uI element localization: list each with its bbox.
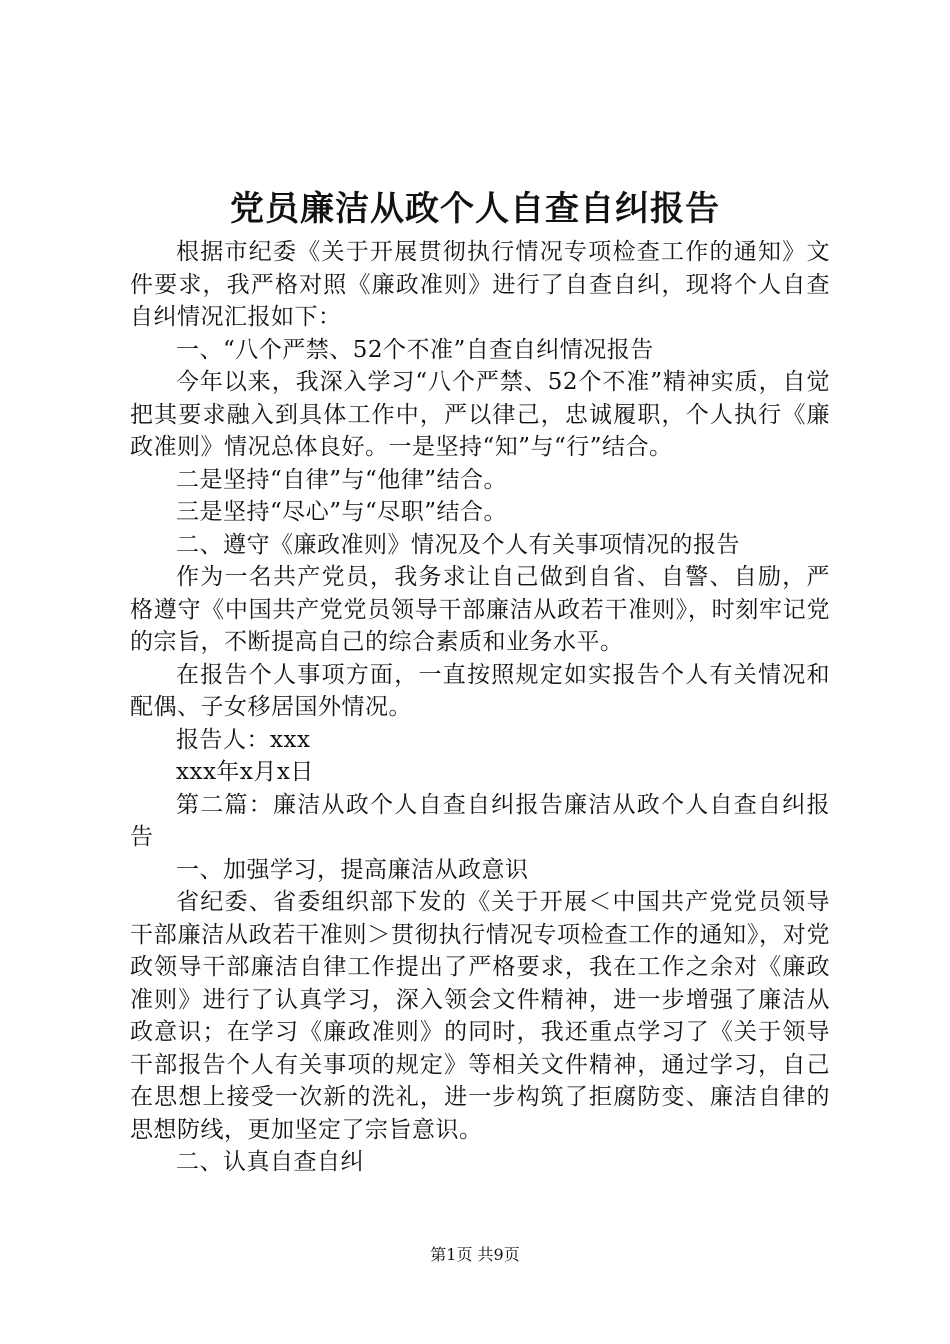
section-heading-1: 一、“八个严禁、52个不准”自查自纠情况报告	[176, 336, 654, 363]
reporter-line: 报告人：xxx	[176, 726, 311, 753]
second-article-heading: 第二篇：廉洁从政个人自查自纠报告廉洁从政个人自查自纠报告	[130, 791, 830, 850]
paragraph-personal-report: 在报告个人事项方面，一直按照规定如实报告个人有关情况和配偶、子女移居国外情况。	[130, 661, 830, 720]
document-body	[130, 236, 830, 1179]
section-heading-2: 二、遵守《廉政准则》情况及个人有关事项情况的报告	[176, 531, 740, 558]
paragraph-intro: 根据市纪委《关于开展贯彻执行情况专项检查工作的通知》文件要求，我严格对照《廉政准则》进行了自查自纠，现将个人自查自纠情况汇报如下：	[130, 239, 830, 330]
paragraph-party-member: 作为一名共产党员，我务求让自己做到自省、自警、自励，严格遵守《中国共产党党员领导干部廉洁从政若干准则》，时刻牢记党的宗旨，不断提高自己的综合素质和业务水平。	[130, 564, 830, 655]
paragraph-provincial-notice: 省纪委、省委组织部下发的《关于开展＜中国共产党党员领导干部廉洁从政若干准则＞贯彻执行情况专项检查工作的通知》，对党政领导干部廉洁自律工作提出了严格要求，我在工作之余对《廉政准则》进行了认真学习，深入领会文件精神，进一步增强了廉洁从政意识；在学习《廉政准则》的同时，我还重点学习了《关于领导干部报告个人有关事项的规定》等相关文件精神，通过学习，自己在思想上接受一次新的洗礼，进一步构筑了拒腐防变、廉洁自律的思想防线，更加坚定了宗旨意识。	[130, 889, 830, 1143]
date-line: xxx年x月x日	[176, 759, 314, 785]
page-footer: 第1页 共9页	[430, 1245, 520, 1264]
section-heading-study: 一、加强学习，提高廉洁从政意识	[176, 856, 529, 883]
section-heading-self-check: 二、认真自查自纠	[176, 1149, 364, 1175]
paragraph-point-3: 三是坚持“尽心”与“尽职”结合。	[176, 499, 508, 525]
paragraph-point-2: 二是坚持“自律”与“他律”结合。	[176, 466, 508, 493]
paragraph-study: 今年以来，我深入学习“八个严禁、52个不准”精神实质，自觉把其要求融入到具体工作中，严以律己，忠诚履职，个人执行《廉政准则》情况总体良好。一是坚持“知”与“行”结合。	[130, 369, 830, 460]
document-title: 党员廉洁从政个人自查自纠报告	[230, 189, 720, 229]
